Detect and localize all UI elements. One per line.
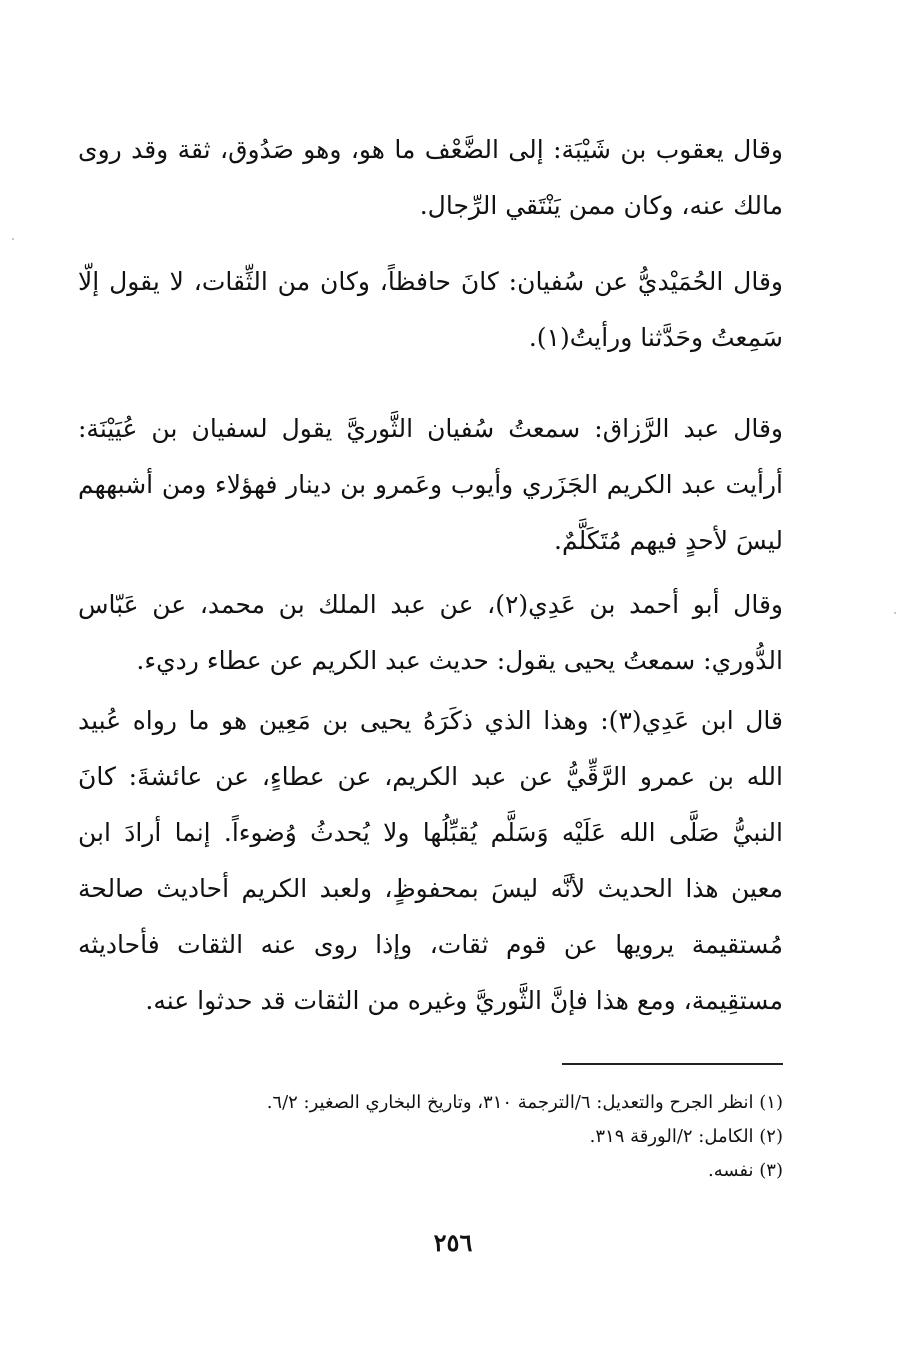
- scan-speck: [894, 612, 896, 614]
- paragraph-ibn-adi-comment: قال ابن عَدِي(٣): وهذا الذي ذكَرَهُ يحيى بن مَعِين هو ما رواه عُبيد الله بن عمرو الرَّقِّيُّ عن عبد الكريم، عن عطاءٍ، عن عائشةَ: كانَ النبيُّ صَلَّى الله عَلَيْه وَسَلَّم يُقبِّلُها ولا يُحدثُ وُضوءاً. إنما أرادَ ابن معين هذا الحديث لأنَّه ليسَ بمحفوظٍ، ولعبد الكريم أحاديث صالحة مُستقيمة يرويها عن قوم ثقات، وإذا روى عنه الثقات فأحاديثه مستقِيمة، ومع هذا فإنَّ الثَّوريَّ وغيره من الثقات قد حدثوا عنه.: [78, 706, 783, 1015]
- footnote-1: (١) انظر الجرح والتعديل: ٦/الترجمة ٣١٠، وتاريخ البخاري الصغير: ٦/٢.: [266, 1092, 783, 1113]
- paragraph-ibn-adi-narration: وقال أبو أحمد بن عَدِي(٢)، عن عبد الملك بن محمد، عن عَبّاس الدُّوري: سمعتُ يحيى يقول: حديث عبد الكريم عن عطاء رديء.: [78, 590, 783, 675]
- page-number: ٢٥٦: [433, 1228, 473, 1257]
- footnote-separator: [562, 1063, 783, 1065]
- footnotes: [140, 1086, 783, 1188]
- scan-speck: [12, 238, 14, 240]
- paragraph-abd-al-razzaq: وقال عبد الرَّزاق: سمعتُ سُفيان الثَّوريَّ يقول لسفيان بن عُيَيْنَة: أرأيت عبد الكريم الجَزَري وأيوب وعَمرو بن دينار فهؤلاء ومن أشبههم ليسَ لأحدٍ فيهم مُتَكَلَّمٌ.: [78, 414, 783, 555]
- footnote-2: (٢) الكامل: ٢/الورقة ٣١٩.: [589, 1126, 783, 1147]
- paragraph-yaqub-ibn-shayba: وقال يعقوب بن شَيْبَة: إلى الضَّعْف ما هو، وهو صَدُوق، ثقة وقد روى مالك عنه، وكان ممن يَنْتَقي الرِّجال.: [78, 135, 783, 220]
- footnote-3: (٣) نفسه.: [708, 1160, 783, 1181]
- paragraph-humaydi: وقال الحُمَيْديُّ عن سُفيان: كانَ حافظاً، وكان من الثِّقات، لا يقول إلّا سَمِعتُ وحَدَّثنا ورأيتُ(١).: [78, 267, 783, 352]
